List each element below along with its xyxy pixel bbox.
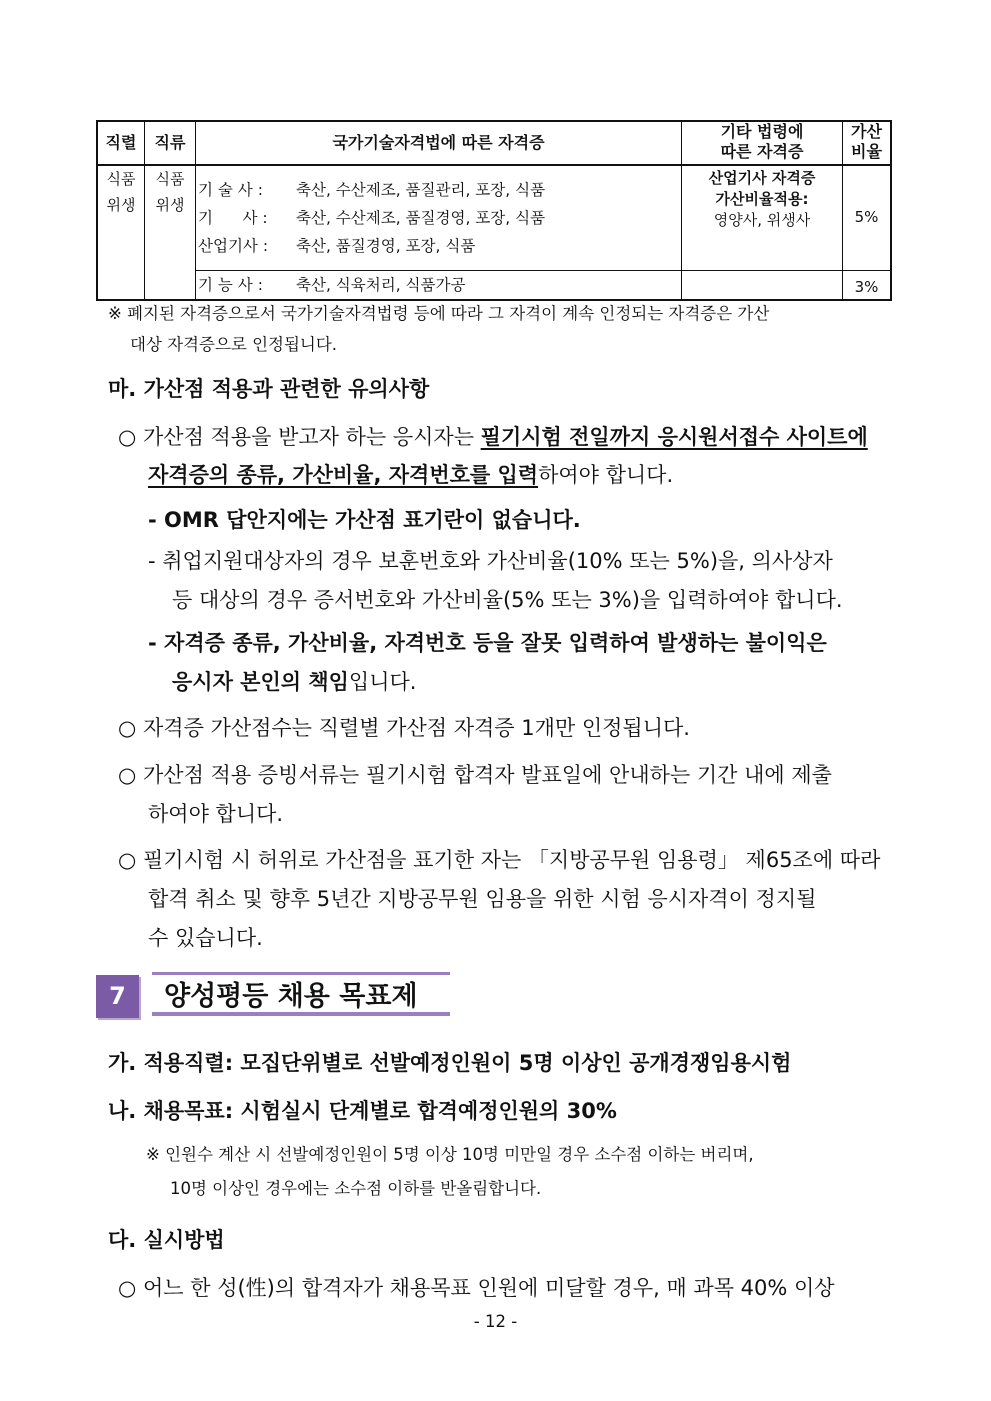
para-ma-4-line3: 수 있습니다. [148, 926, 263, 950]
other-law-list: 영양사, 위생사 [713, 211, 811, 229]
header-other-law [682, 122, 842, 162]
header-other-law-line2: 따른 자격증 [720, 142, 804, 161]
header-series: 직렬 [105, 133, 137, 152]
para-emphasis: 응시자 본인의 책임 [172, 670, 349, 694]
para-text: 하여야 합니다. [538, 463, 674, 487]
other-law-title2: 가산비율적용: [715, 190, 809, 208]
header-other-law-line1: 기타 법령에 [720, 122, 804, 141]
cert-fields: 축산, 식육처리, 식품가공 [296, 276, 466, 294]
table-note-line2: 대상 자격증으로 인정됩니다. [130, 335, 338, 354]
para-ma-2: ○ 자격증 가산점수는 직렬별 가산점 자격증 1개만 인정됩니다. [118, 716, 690, 740]
category-line1: 식품 [155, 170, 185, 188]
dash-responsibility-line1: - 자격증 종류, 가산비율, 자격번호 등을 잘못 입력하여 발생하는 불이익은 [148, 631, 827, 655]
para-ma-3-line2: 하여야 합니다. [148, 802, 284, 826]
series-line1: 식품 [106, 170, 136, 188]
para-emphasis: 필기시험 전일까지 응시원서접수 사이트에 [480, 425, 868, 449]
certificate-table [96, 120, 892, 301]
na-note-line1: ※ 인원수 계산 시 선발예정인원이 5명 이상 10명 미만일 경우 소수점 이하는 버리며, [146, 1145, 754, 1164]
ratio-high: 5% [854, 208, 879, 226]
heading-na: 나. 채용목표: 시험실시 단계별로 합격예정인원의 30% [108, 1099, 617, 1123]
category-cell [145, 166, 195, 218]
cert-label: 기 사 : [198, 209, 268, 227]
na-note-line2: 10명 이상인 경우에는 소수점 이하를 반올림합니다. [170, 1179, 542, 1198]
header-ratio-line2: 비율 [851, 142, 882, 161]
para-ma-4-line2: 합격 취소 및 향후 5년간 지방공무원 임용을 위한 시험 응시자격이 정지될 [148, 887, 817, 911]
series-cell [98, 166, 144, 218]
cert-fields: 축산, 수산제조, 품질관리, 포장, 식품 [296, 181, 546, 199]
ratio-low: 3% [854, 278, 879, 296]
heading-da: 다. 실시방법 [108, 1228, 225, 1252]
cert-row-craftsman [198, 271, 465, 299]
header-category: 직류 [154, 133, 186, 152]
other-law-title1: 산업기사 자격증 [708, 169, 816, 187]
dash-veterans-line2: 등 대상의 경우 증서번호와 가산비율(5% 또는 3%)을 입력하여야 합니다. [172, 588, 843, 612]
dash-responsibility-line2 [172, 667, 416, 697]
para-text: ○ 가산점 적용을 받고자 하는 응시자는 [118, 425, 481, 449]
cert-label: 기 술 사 : [198, 181, 263, 199]
table-note-line1: ※ 폐지된 자격증으로서 국가기술자격법령 등에 따라 그 자격이 계속 인정되는 자격증은 가산 [108, 304, 770, 323]
category-line2: 위생 [155, 196, 185, 214]
para-ma-3-line1: ○ 가산점 적용 증빙서류는 필기시험 합격자 발표일에 안내하는 기간 내에 제출 [118, 763, 832, 787]
heading-ma: 마. 가산점 적용과 관련한 유의사항 [108, 377, 430, 401]
para-ma-1-line1 [118, 422, 868, 452]
dash-omr: - OMR 답안지에는 가산점 표기란이 없습니다. [148, 508, 581, 532]
header-ratio [843, 122, 890, 162]
para-ma-4-line1: ○ 필기시험 시 허위로 가산점을 표기한 자는 「지방공무원 임용령」 제65조에 따라 [118, 848, 881, 872]
header-national-cert: 국가기술자격법에 따른 자격증 [332, 133, 545, 152]
dash-veterans-line1: - 취업지원대상자의 경우 보훈번호와 가산비율(10% 또는 5%)을, 의사상자 [148, 549, 833, 573]
other-law-cell [682, 168, 842, 231]
cert-fields: 축산, 수산제조, 품질경영, 포장, 식품 [296, 209, 546, 227]
para-text: 입니다. [348, 670, 417, 694]
para-emphasis: 자격증의 종류, 가산비율, 자격번호를 입력 [148, 463, 539, 487]
page-number: - 12 - [473, 1312, 518, 1331]
para-ma-1-line2 [148, 460, 673, 490]
cert-fields: 축산, 품질경영, 포장, 식품 [296, 237, 476, 255]
section-title: 양성평등 채용 목표제 [152, 972, 450, 1016]
cert-label: 산업기사 : [198, 237, 269, 255]
section-number: 7 [96, 975, 139, 1018]
cert-row-industrial-engineer [198, 232, 475, 260]
cert-row-engineer [198, 204, 545, 232]
cert-row-professional [198, 176, 545, 204]
cert-label: 기 능 사 : [198, 276, 263, 294]
heading-ga: 가. 적용직렬: 모집단위별로 선발예정인원이 5명 이상인 공개경쟁임용시험 [108, 1051, 792, 1075]
para-da-1: ○ 어느 한 성(性)의 합격자가 채용목표 인원에 미달할 경우, 매 과목 40% 이상 [118, 1276, 835, 1300]
series-line2: 위생 [106, 196, 136, 214]
header-ratio-line1: 가산 [851, 122, 882, 141]
